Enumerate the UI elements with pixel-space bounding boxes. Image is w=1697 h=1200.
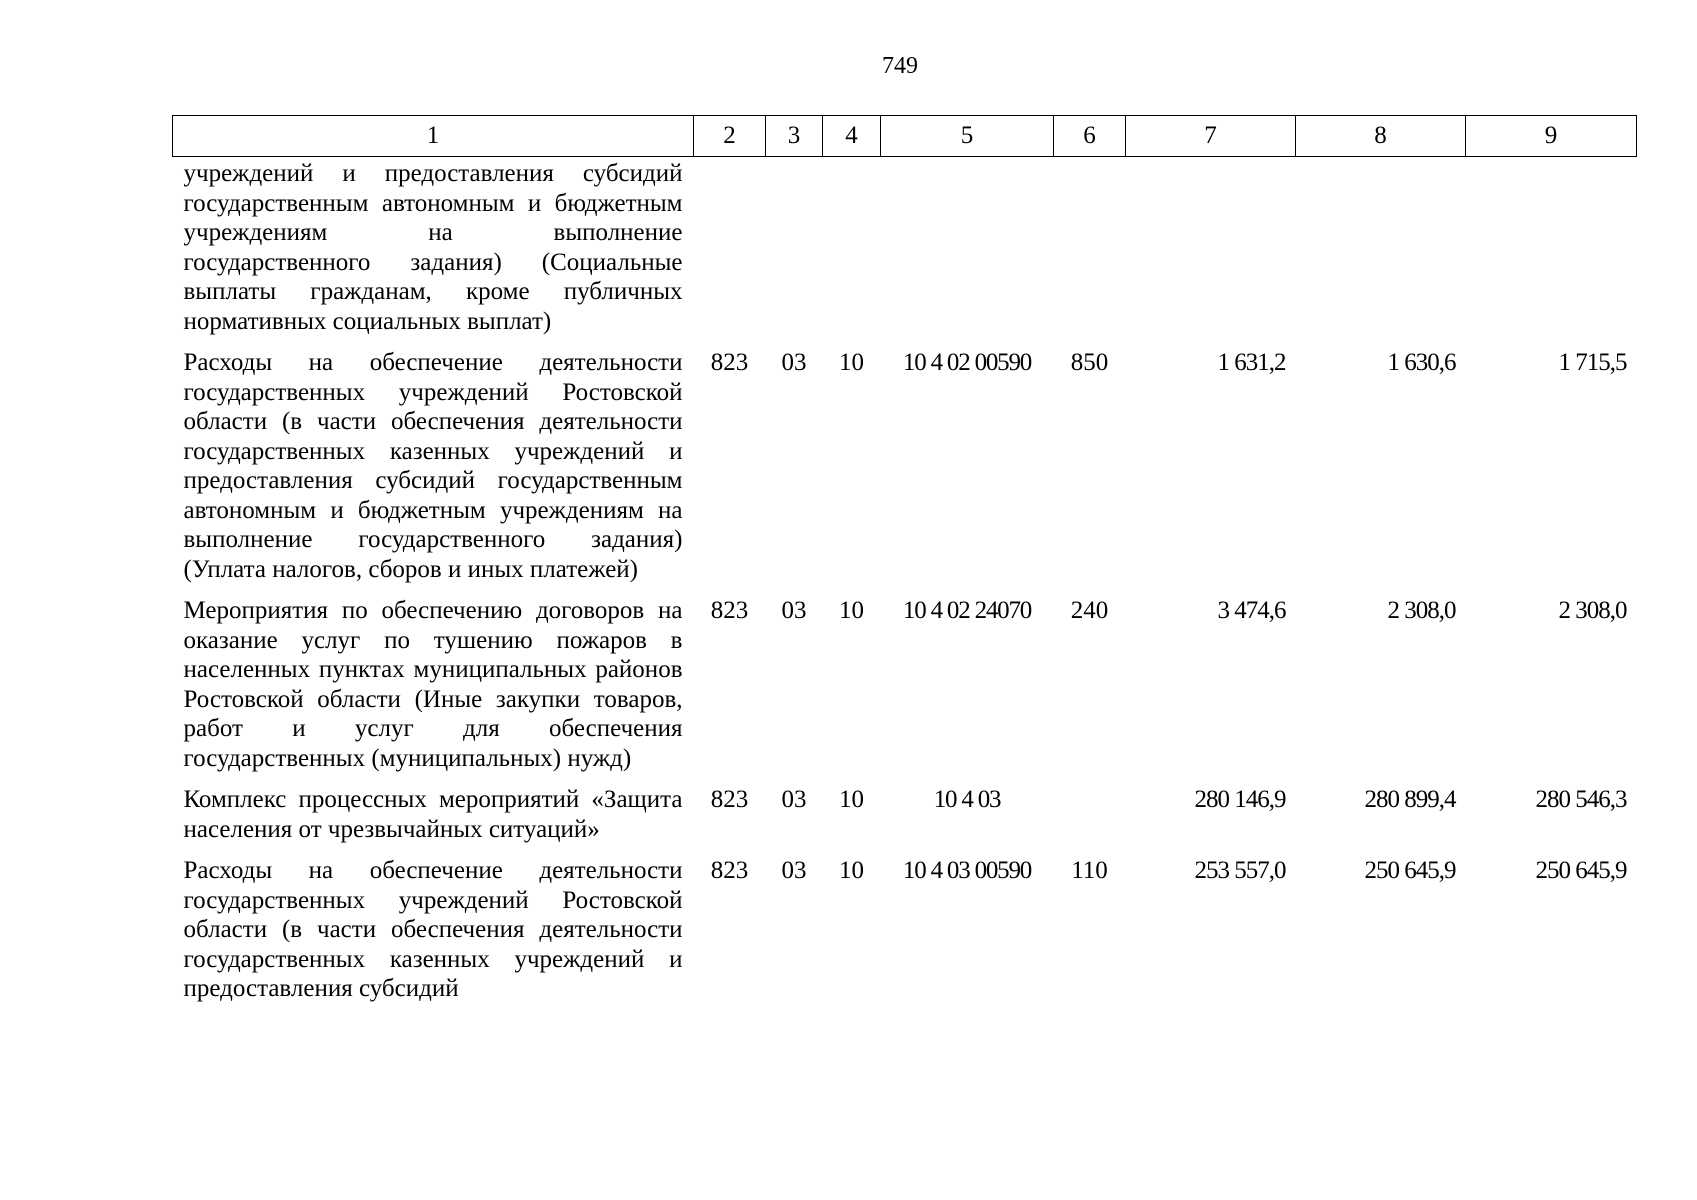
ministry-code: 823: [710, 857, 749, 884]
amount-col-8: 2 308,0: [1387, 597, 1456, 624]
row-description: Расходы на обеспечение деятельности государственных учреждений Ростовской области (в части обеспечения деятельности государственных казенных учреждений и предоставления субсидий государственным автономным и бюджетным учреждениям на выполнение государственного задания) (Уплата налогов, сборов и иных платежей): [183, 349, 683, 583]
amount-col-8: 250 645,9: [1364, 857, 1456, 884]
amount-col-8: 280 899,4: [1364, 786, 1456, 813]
amount-col-9: [1466, 157, 1637, 349]
table-header-row: [173, 116, 1637, 157]
ministry-code: 823: [710, 786, 749, 813]
expense-type-code: 850: [1070, 349, 1109, 376]
ministry-code: [694, 157, 766, 349]
row-description: Мероприятия по обеспечению договоров на оказание услуг по тушению пожаров в населенных пунктах муниципальных районов Ростовской области (Иные закупки товаров, работ и услуг для обеспечения государственных (муниципальных) нужд): [183, 597, 683, 772]
column-header: 2: [694, 116, 766, 157]
column-header: 8: [1296, 116, 1466, 157]
section-code: 03: [781, 857, 807, 884]
target-article-code: 10 4 02 24070: [902, 597, 1032, 624]
table-row: [173, 157, 1637, 349]
table-row: [173, 785, 1637, 856]
expense-type-code: [1054, 785, 1126, 856]
ministry-code: 823: [710, 349, 749, 376]
target-article-code: [881, 157, 1054, 349]
row-description: Комплекс процессных мероприятий «Защита населения от чрезвычайных ситуаций»: [183, 786, 683, 843]
amount-col-7: 280 146,9: [1194, 786, 1286, 813]
expense-type-code: [1054, 157, 1126, 349]
amount-col-8: 1 630,6: [1387, 349, 1456, 376]
amount-col-9: 1 715,5: [1558, 349, 1627, 376]
target-article-code: 10 4 02 00590: [902, 349, 1032, 376]
amount-col-7: [1126, 157, 1296, 349]
subsection-code: 10: [839, 349, 864, 376]
section-code: 03: [781, 597, 807, 624]
budget-table: [172, 115, 1637, 1016]
expense-type-code: 110: [1071, 857, 1108, 884]
target-article-code: 10 4 03: [933, 786, 1001, 813]
expense-type-code: 240: [1070, 597, 1109, 624]
target-article-code: 10 4 03 00590: [902, 857, 1032, 884]
table-row: [173, 348, 1637, 596]
amount-col-7: 1 631,2: [1217, 349, 1286, 376]
section-code: 03: [781, 349, 807, 376]
table-row: [173, 856, 1637, 1016]
column-header: 1: [173, 116, 694, 157]
column-header: 4: [823, 116, 881, 157]
column-header: 3: [766, 116, 823, 157]
row-description: учреждений и предоставления субсидий государственным автономным и бюджетным учреждениям на выполнение государственного задания) (Социальные выплаты гражданам, кроме публичных нормативных социальных выплат): [183, 160, 683, 335]
subsection-code: 10: [839, 857, 864, 884]
column-header: 7: [1126, 116, 1296, 157]
column-header: 5: [881, 116, 1054, 157]
amount-col-7: 253 557,0: [1194, 857, 1286, 884]
amount-col-7: 3 474,6: [1217, 597, 1286, 624]
column-header: 9: [1466, 116, 1637, 157]
table-row: [173, 596, 1637, 785]
amount-col-9: 250 645,9: [1535, 857, 1627, 884]
amount-col-8: [1296, 157, 1466, 349]
amount-col-9: 280 546,3: [1535, 786, 1627, 813]
column-header: 6: [1054, 116, 1126, 157]
section-code: [766, 157, 823, 349]
subsection-code: [823, 157, 881, 349]
row-description: Расходы на обеспечение деятельности государственных учреждений Ростовской области (в части обеспечения деятельности государственных казенных учреждений и предоставления субсидий: [183, 857, 683, 1002]
section-code: 03: [781, 786, 807, 813]
ministry-code: 823: [710, 597, 749, 624]
page-number: 749: [882, 53, 918, 79]
subsection-code: 10: [839, 597, 864, 624]
amount-col-9: 2 308,0: [1558, 597, 1627, 624]
subsection-code: 10: [839, 786, 864, 813]
